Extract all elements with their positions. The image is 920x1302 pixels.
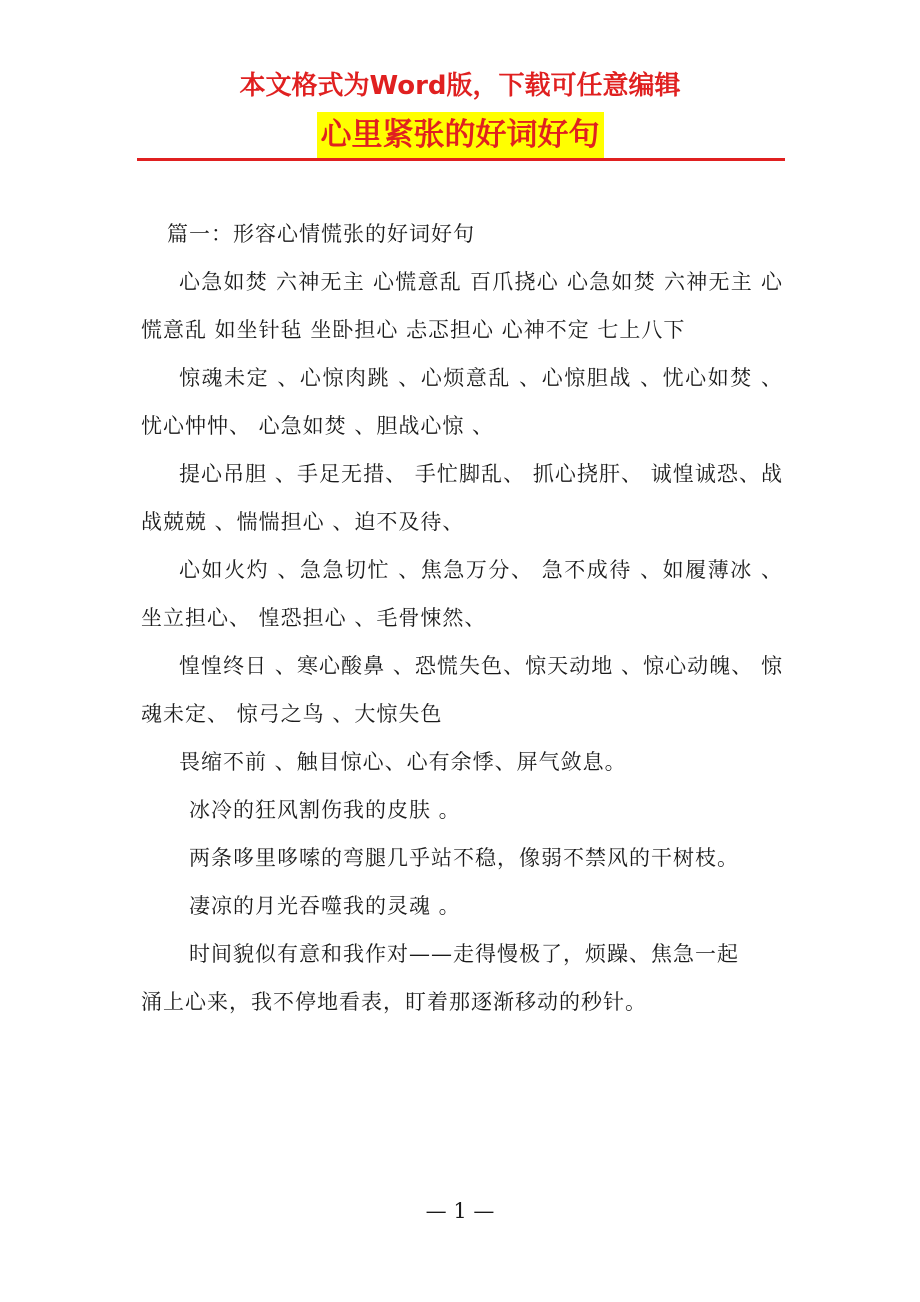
word-list-paragraph: 心如火灼 、急急切忙 、焦急万分、 急不成待 、如履薄冰 、坐立担心、 惶恐担心 、毛骨悚然、 bbox=[141, 558, 783, 630]
word-list-paragraph: 心急如焚 六神无主 心慌意乱 百爪挠心 心急如焚 六神无主 心慌意乱 如坐针毡 坐卧担心 忐忑担心 心神不定 七上八下 bbox=[141, 270, 783, 342]
title-block bbox=[0, 112, 920, 158]
section-heading: 篇一：形容心情慌张的好词好句 bbox=[167, 222, 475, 246]
sentence-paragraph: 时间貌似有意和我作对——走得慢极了，烦躁、焦急一起 bbox=[189, 942, 739, 966]
title-divider bbox=[137, 158, 785, 161]
page-footer bbox=[0, 1196, 920, 1226]
document-title: 心里紧张的好词好句 bbox=[317, 112, 604, 158]
sentence-paragraph: 两条哆里哆嗦的弯腿几乎站不稳，像弱不禁风的干树枝。 bbox=[189, 846, 739, 870]
format-notice-banner bbox=[0, 66, 920, 106]
sentence-paragraph: 冰冷的狂风割伤我的皮肤 。 bbox=[189, 798, 461, 822]
word-list-paragraph: 畏缩不前 、触目惊心、心有余悸、屏气敛息。 bbox=[179, 750, 627, 774]
word-list-paragraph: 提心吊胆 、手足无措、 手忙脚乱、 抓心挠肝、 诚惶诚恐、战战兢兢 、惴惴担心 、迫不及待、 bbox=[141, 462, 783, 534]
word-list-paragraph: 惊魂未定 、心惊肉跳 、心烦意乱 、心惊胆战 、忧心如焚 、忧心忡忡、 心急如焚 、胆战心惊 、 bbox=[141, 366, 783, 438]
document-body bbox=[141, 210, 783, 1026]
page-number: — 1 — bbox=[425, 1199, 495, 1223]
word-list-paragraph: 惶惶终日 、寒心酸鼻 、恐慌失色、惊天动地 、惊心动魄、 惊魂未定、 惊弓之鸟 、大惊失色 bbox=[141, 654, 783, 726]
sentence-paragraph: 凄凉的月光吞噬我的灵魂 。 bbox=[189, 894, 461, 918]
format-notice-text: 本文格式为Word版，下载可任意编辑 bbox=[239, 71, 681, 101]
closing-line: 涌上心来，我不停地看表，盯着那逐渐移动的秒针。 bbox=[141, 990, 647, 1014]
